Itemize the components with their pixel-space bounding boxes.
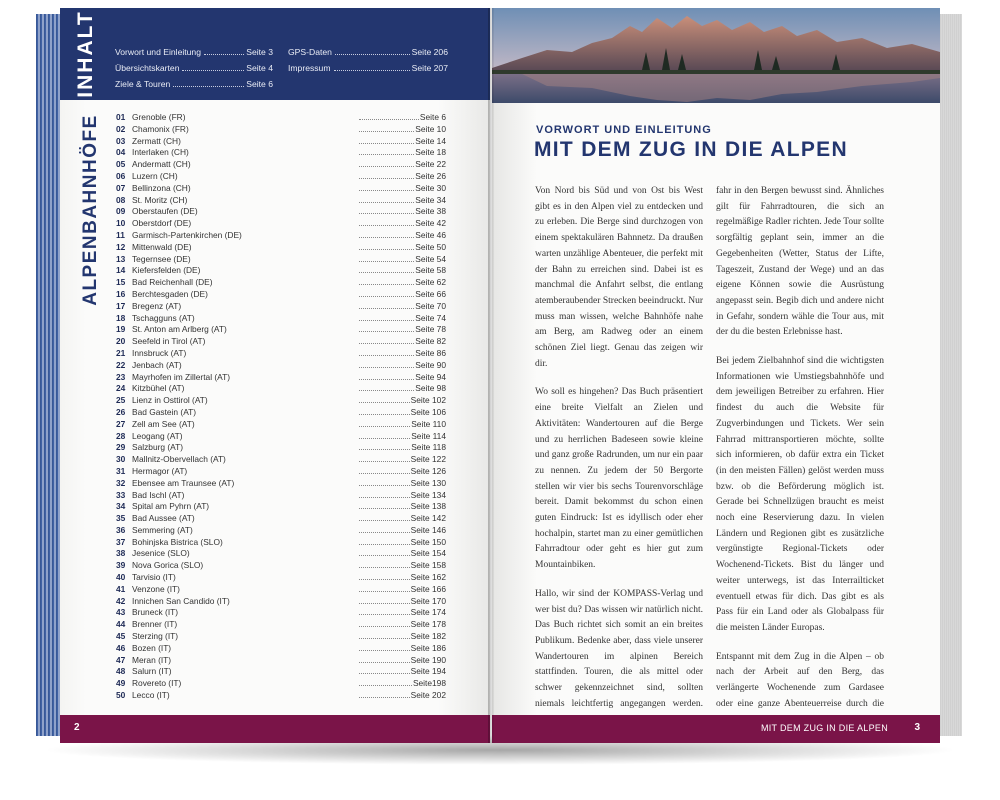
leader-dots: [359, 461, 410, 462]
leader-dots: [359, 579, 410, 580]
station-number: 45: [116, 631, 126, 642]
station-number: 13: [116, 253, 126, 264]
leader-dots: [359, 438, 410, 439]
station-page: Seite 30: [415, 182, 446, 193]
station-page: Seite 90: [415, 359, 446, 370]
station-number: 21: [116, 347, 126, 358]
station-row: [116, 525, 446, 537]
station-row: [116, 419, 446, 431]
station-row: [116, 584, 446, 596]
station-number: 20: [116, 336, 126, 347]
station-name: Mayrhofen im Zillertal (AT): [132, 371, 231, 382]
station-number: 50: [116, 690, 126, 701]
station-name: Mallnitz-Obervellach (AT): [132, 454, 226, 465]
station-row: [116, 372, 446, 384]
station-row: [116, 336, 446, 348]
leader-dots: [359, 520, 410, 521]
text-column-left: [535, 184, 703, 743]
text-column-right: [716, 184, 884, 743]
station-number: 02: [116, 123, 126, 134]
station-name: Semmering (AT): [132, 524, 193, 535]
toc-entry: [115, 60, 273, 76]
station-name: Kitzbühel (AT): [132, 383, 185, 394]
right-page-edges: [940, 14, 962, 736]
station-number: 18: [116, 312, 126, 323]
station-name: Salzburg (AT): [132, 442, 184, 453]
station-name: Kiefersfelden (DE): [132, 265, 201, 276]
station-page: Seite 150: [410, 536, 446, 547]
station-number: 26: [116, 406, 126, 417]
station-page: Seite 202: [410, 690, 446, 701]
station-number: 30: [116, 454, 126, 465]
station-name: Meran (IT): [132, 654, 172, 665]
station-number: 39: [116, 560, 126, 571]
toc-entry-label: Vorwort und Einleitung: [115, 47, 201, 57]
left-footer: [60, 715, 490, 743]
station-row: [116, 501, 446, 513]
station-number: 09: [116, 206, 126, 217]
station-page: Seite 66: [415, 288, 446, 299]
leader-dots: [359, 508, 410, 509]
leader-dots: [182, 70, 244, 71]
toc-entry-page: Seite 3: [246, 47, 273, 57]
station-page: Seite 110: [411, 418, 446, 429]
leader-dots: [359, 284, 414, 285]
station-number: 34: [116, 501, 126, 512]
station-name: Bad Ischl (AT): [132, 489, 185, 500]
leader-dots: [359, 485, 410, 486]
toc-entry-label: Impressum: [288, 63, 331, 73]
station-number: 01: [116, 112, 126, 122]
station-page: Seite 126: [410, 465, 446, 476]
station-page: Seite 14: [415, 135, 446, 146]
running-title: MIT DEM ZUG IN DIE ALPEN: [760, 723, 888, 733]
station-page: Seite198: [412, 678, 446, 689]
leader-dots: [359, 532, 410, 533]
station-row: [116, 195, 446, 207]
station-name: Sterzing (IT): [132, 631, 179, 642]
station-row: [116, 277, 446, 289]
station-row: [116, 596, 446, 608]
station-name: Innsbruck (AT): [132, 347, 187, 358]
leader-dots: [359, 638, 410, 639]
leader-dots: [359, 331, 414, 332]
leader-dots: [359, 119, 419, 120]
station-name: Andermatt (CH): [132, 159, 191, 170]
station-name: Bruneck (IT): [132, 607, 179, 618]
leader-dots: [359, 544, 410, 545]
station-name: Venzone (IT): [132, 583, 180, 594]
station-name: Garmisch-Partenkirchen (DE): [132, 229, 242, 240]
station-number: 24: [116, 383, 126, 394]
leader-dots: [359, 131, 414, 132]
station-row: [116, 348, 446, 360]
paragraph: Von Nord bis Süd und von Ost bis West gibt es in den Alpen viel zu entdecken und zu erleben. Die Berge sind durchzogen von einem spektakulären Bahnnetz. Da draußen warten unzählige Abenteuer, die perfekt mit der Bahn zu erreichen sind. Dabei ist es manchmal die Anfahrt selbst, die entlang atemberaubender Strecken beeindruckt. Nur muss man wissen, welche Bahnhöfe nahe am Berg, am Radweg oder an einem schönen Ziel liegt. Genau das zeigen wir dir.: [535, 186, 703, 369]
leader-dots: [359, 249, 414, 250]
station-row: [116, 537, 446, 549]
station-row: [116, 360, 446, 372]
station-number: 08: [116, 194, 126, 205]
station-row: [116, 265, 446, 277]
leader-dots: [359, 320, 414, 321]
station-name: Seefeld in Tirol (AT): [132, 336, 206, 347]
toc-entry: [115, 76, 273, 92]
station-row: [116, 206, 446, 218]
station-number: 17: [116, 300, 126, 311]
toc-entry: [115, 44, 273, 60]
station-row: [116, 313, 446, 325]
station-row: [116, 572, 446, 584]
section-heading: ALPENBAHNHÖFE: [80, 114, 101, 306]
station-name: Oberstdorf (DE): [132, 218, 192, 229]
leader-dots: [359, 414, 410, 415]
leader-dots: [359, 202, 414, 203]
station-number: 31: [116, 465, 126, 476]
station-page: Seite 138: [410, 501, 446, 512]
station-number: 06: [116, 170, 126, 181]
station-page: Seite 122: [410, 454, 446, 465]
station-number: 42: [116, 595, 126, 606]
station-row: [116, 607, 446, 619]
station-number: 07: [116, 182, 126, 193]
station-name: Zell am See (AT): [132, 418, 195, 429]
station-row: [116, 183, 446, 195]
station-page: Seite 54: [415, 253, 446, 264]
station-number: 33: [116, 489, 126, 500]
station-number: 25: [116, 395, 126, 406]
station-page: Seite 170: [410, 595, 446, 606]
leader-dots: [359, 567, 410, 568]
station-name: Tegernsee (DE): [132, 253, 191, 264]
station-page: Seite 166: [410, 583, 446, 594]
station-page: Seite 134: [410, 489, 446, 500]
station-number: 49: [116, 678, 126, 689]
station-page: Seite 62: [415, 277, 446, 288]
station-number: 35: [116, 513, 126, 524]
station-page: Seite 142: [410, 513, 446, 524]
station-number: 46: [116, 642, 126, 653]
station-row: [116, 407, 446, 419]
station-name: Leogang (AT): [132, 430, 183, 441]
page-number: 3: [914, 722, 920, 733]
leader-dots: [359, 662, 410, 663]
station-name: Jesenice (SLO): [132, 548, 190, 559]
book-spine: [488, 8, 494, 743]
station-row: [116, 301, 446, 313]
station-number: 23: [116, 371, 126, 382]
toc-entry-page: Seite 4: [246, 63, 273, 73]
station-number: 27: [116, 418, 126, 429]
station-number: 19: [116, 324, 126, 335]
station-row: [116, 383, 446, 395]
leader-dots: [359, 402, 410, 403]
leader-dots: [359, 343, 414, 344]
page-headline: MIT DEM ZUG IN DIE ALPEN: [534, 138, 848, 161]
station-page: Seite 190: [410, 654, 446, 665]
station-number: 14: [116, 265, 126, 276]
station-name: Bregenz (AT): [132, 300, 182, 311]
leader-dots: [359, 308, 414, 309]
station-name: Rovereto (IT): [132, 678, 182, 689]
station-number: 38: [116, 548, 126, 559]
station-page: Seite 18: [415, 147, 446, 158]
leader-dots: [359, 473, 410, 474]
toc-entry-label: Ziele & Touren: [115, 79, 171, 89]
station-number: 16: [116, 288, 126, 299]
station-page: Seite 182: [410, 631, 446, 642]
leader-dots: [359, 213, 414, 214]
mountain-lake-photo: [492, 8, 940, 103]
station-number: 40: [116, 572, 126, 583]
station-number: 03: [116, 135, 126, 146]
station-number: 10: [116, 218, 126, 229]
station-row: [116, 454, 446, 466]
station-page: Seite 42: [415, 218, 446, 229]
leader-dots: [204, 54, 244, 55]
station-row: [116, 230, 446, 242]
station-page: Seite 114: [411, 430, 446, 441]
station-list: [116, 112, 446, 702]
station-row: [116, 666, 446, 678]
station-page: Seite 162: [410, 572, 446, 583]
station-number: 48: [116, 666, 126, 677]
station-row: [116, 112, 446, 124]
leader-dots: [334, 70, 410, 71]
station-row: [116, 218, 446, 230]
leader-dots: [359, 426, 410, 427]
station-page: Seite 70: [415, 300, 446, 311]
station-name: Bad Reichenhall (DE): [132, 277, 213, 288]
leader-dots: [359, 685, 412, 686]
leader-dots: [359, 626, 410, 627]
station-name: Bozen (IT): [132, 642, 172, 653]
station-page: Seite 106: [410, 406, 446, 417]
station-number: 44: [116, 619, 126, 630]
station-page: Seite 98: [415, 383, 446, 394]
station-name: Innichen San Candido (IT): [132, 595, 230, 606]
station-name: St. Anton am Arlberg (AT): [132, 324, 227, 335]
station-name: Bad Gastein (AT): [132, 406, 197, 417]
leader-dots: [359, 555, 410, 556]
station-name: Zermatt (CH): [132, 135, 181, 146]
leader-dots: [359, 603, 410, 604]
leader-dots: [335, 54, 410, 55]
station-number: 36: [116, 524, 126, 535]
station-number: 15: [116, 277, 126, 288]
station-name: Ebensee am Traunsee (AT): [132, 477, 235, 488]
right-page: [492, 8, 940, 743]
station-name: Jenbach (AT): [132, 359, 182, 370]
station-page: Seite 78: [415, 324, 446, 335]
toc-entry-label: Übersichtskarten: [115, 63, 180, 73]
leader-dots: [173, 86, 244, 87]
station-name: Interlaken (CH): [132, 147, 189, 158]
right-footer: [492, 715, 940, 743]
station-page: Seite 186: [410, 642, 446, 653]
leader-dots: [359, 355, 414, 356]
station-row: [116, 431, 446, 443]
station-name: Mittenwald (DE): [132, 241, 192, 252]
station-page: Seite 130: [410, 477, 446, 488]
open-book: [60, 8, 940, 743]
station-page: Seite 146: [410, 524, 446, 535]
leader-dots: [359, 367, 414, 368]
station-row: [116, 513, 446, 525]
leader-dots: [359, 650, 410, 651]
station-number: 29: [116, 442, 126, 453]
station-row: [116, 324, 446, 336]
leader-dots: [359, 272, 414, 273]
station-name: Lecco (IT): [132, 690, 170, 701]
paragraph: Wo soll es hingehen? Das Buch präsentiert eine breite Vielfalt an Zielen und Aktivitäten: Wandertouren auf die Berge und zu herrlichen Badeseen sowie kleine und ganz große Radrunden, um nur ein paar zu nennen. Zu jedem der 50 Bergorte stellen wir vier bis sechs Tourenvorschläge bereit. Damit bekommst du schon einen guten Eindruck: Ist es idyllisch oder eher hochalpin, startet man zu einer gemütlichen Fahrradtour oder geht es hier gut zum Mountainbiken.: [535, 387, 703, 571]
station-row: [116, 655, 446, 667]
station-number: 04: [116, 147, 126, 158]
station-row: [116, 690, 446, 702]
station-row: [116, 159, 446, 171]
toc-entry-page: Seite 206: [411, 47, 448, 57]
station-number: 32: [116, 477, 126, 488]
station-page: Seite 10: [415, 123, 446, 134]
station-page: Seite 178: [410, 619, 446, 630]
station-number: 28: [116, 430, 126, 441]
station-name: Tarvisio (IT): [132, 572, 176, 583]
paragraph: Entspannt mit dem Zug in die Alpen – ob nach der Arbeit auf den Berg, das verlängerte Wochenende zum Gardasee oder eine ganze Abenteuerreise durch die: [716, 651, 884, 709]
station-page: Seite 102: [410, 395, 446, 406]
section-kicker: VORWORT UND EINLEITUNG: [536, 124, 712, 136]
station-row: [116, 678, 446, 690]
station-row: [116, 490, 446, 502]
leader-dots: [359, 178, 414, 179]
station-name: Luzern (CH): [132, 170, 178, 181]
station-page: Seite 34: [415, 194, 446, 205]
station-row: [116, 442, 446, 454]
leader-dots: [359, 390, 414, 391]
toc-entry-page: Seite 6: [246, 79, 273, 89]
station-name: Bad Aussee (AT): [132, 513, 195, 524]
station-page: Seite 94: [415, 371, 446, 382]
leader-dots: [359, 591, 410, 592]
station-row: [116, 619, 446, 631]
leader-dots: [359, 190, 414, 191]
paragraph: Bei jedem Zielbahnhof sind die wichtigsten Informationen wie Umstiegsbahnhöfe und dem jeweiligen Betreiber zu erfahren. Hier findest du auch die Website für Zugverbindungen und Tickets. Wer sein Fahrrad mittransportieren möchte, sollte sich informieren, ob dafür extra ein Ticket (in den meisten Fällen) gelöst werden muss bzw. ob die Beförderung möglich ist. Gerade bei Schnellzügen braucht es meist noch eine Reservierung dazu. In vielen Ländern und Regionen gibt es zusätzliche vergünstigte Regional-Tickets oder Wochenend-Tickets. Bist du länger und weiter unterwegs, ist das Interrailticket eventuell etwas für dich. Das gibt es als Pass für ein Land oder als Globalpass für die meisten Länder Europas.: [716, 356, 884, 633]
station-page: Seite 6: [419, 112, 446, 122]
station-row: [116, 136, 446, 148]
station-row: [116, 548, 446, 560]
station-page: Seite 22: [415, 159, 446, 170]
toc-entry: [288, 44, 448, 60]
station-name: Nova Gorica (SLO): [132, 560, 204, 571]
leader-dots: [359, 166, 414, 167]
station-page: Seite 46: [415, 229, 446, 240]
station-number: 43: [116, 607, 126, 618]
toc-entry: [288, 60, 448, 76]
toc-header: [60, 8, 490, 100]
station-name: Grenoble (FR): [132, 112, 186, 122]
station-page: Seite 58: [415, 265, 446, 276]
station-number: 37: [116, 536, 126, 547]
station-page: Seite 86: [415, 347, 446, 358]
station-page: Seite 174: [410, 607, 446, 618]
leader-dots: [359, 379, 414, 380]
station-page: Seite 38: [415, 206, 446, 217]
toc-entry-page: Seite 207: [411, 63, 448, 73]
leader-dots: [359, 154, 414, 155]
leader-dots: [359, 449, 410, 450]
toc-entry-label: GPS-Daten: [288, 47, 332, 57]
station-page: Seite 158: [410, 560, 446, 571]
station-number: 41: [116, 583, 126, 594]
station-row: [116, 643, 446, 655]
station-number: 22: [116, 359, 126, 370]
toc-column-2: [288, 44, 448, 76]
station-number: 05: [116, 159, 126, 170]
left-page: [60, 8, 490, 743]
page-number: 2: [74, 722, 80, 733]
station-page: Seite 26: [415, 170, 446, 181]
station-row: [116, 254, 446, 266]
station-name: Hermagor (AT): [132, 465, 188, 476]
leader-dots: [359, 237, 414, 238]
station-name: Oberstaufen (DE): [132, 206, 198, 217]
station-row: [116, 147, 446, 159]
station-number: 47: [116, 654, 126, 665]
station-row: [116, 478, 446, 490]
station-row: [116, 631, 446, 643]
station-row: [116, 171, 446, 183]
toc-column-1: [115, 44, 273, 92]
station-row: [116, 395, 446, 407]
leader-dots: [359, 296, 414, 297]
station-name: Lienz in Osttirol (AT): [132, 395, 208, 406]
paragraph: fahr in den Bergen bewusst sind. Ähnliches gilt für Fahrradtouren, die sich an regelmäßige Radler richten. Jede Tour sollte sorgfältig geplant sein, immer an die Gegebenheiten (Wetter, Status der Lifte, Tageszeit, Zustand der Wege) und an das eigene Können sowie die Ausrüstung angepasst sein. Begib dich und andere nicht in Gefahr, sondern wähle die Tour aus, mit der du die besten Erlebnisse hast.: [716, 186, 884, 338]
station-name: Bohinjska Bistrica (SLO): [132, 536, 223, 547]
station-page: Seite 74: [415, 312, 446, 323]
leader-dots: [359, 614, 410, 615]
station-number: 11: [116, 229, 125, 240]
paragraph: Hallo, wir sind der KOMPASS-Verlag und wer bist du? Das wissen wir natürlich nicht. Das Buch richtet sich somit an ein breites Publikum. Bedenke aber, dass viele unserer Wandertouren im alpinen Bereich stattfinden. Touren, die als mittel oder schwer gekennzeichnet sind, sollten niemals leichtfertig angegangen werden.: [535, 588, 703, 709]
station-page: Seite 154: [410, 548, 446, 559]
station-page: Seite 194: [410, 666, 446, 677]
station-name: St. Moritz (CH): [132, 194, 188, 205]
leader-dots: [359, 225, 414, 226]
station-page: Seite 118: [411, 442, 446, 453]
leader-dots: [359, 497, 410, 498]
station-name: Chamonix (FR): [132, 123, 189, 134]
station-name: Salurn (IT): [132, 666, 172, 677]
station-number: 12: [116, 241, 126, 252]
leader-dots: [359, 261, 414, 262]
station-page: Seite 82: [415, 336, 446, 347]
station-row: [116, 124, 446, 136]
leader-dots: [359, 697, 410, 698]
leader-dots: [359, 143, 414, 144]
station-name: Tschagguns (AT): [132, 312, 195, 323]
station-name: Berchtesgaden (DE): [132, 288, 208, 299]
station-name: Bellinzona (CH): [132, 182, 191, 193]
station-name: Brenner (IT): [132, 619, 178, 630]
leader-dots: [359, 673, 410, 674]
station-row: [116, 242, 446, 254]
toc-heading: INHALT: [74, 10, 97, 98]
station-row: [116, 289, 446, 301]
station-page: Seite 50: [415, 241, 446, 252]
station-row: [116, 560, 446, 572]
station-name: Spital am Pyhrn (AT): [132, 501, 210, 512]
left-page-edges: [36, 14, 60, 736]
station-row: [116, 466, 446, 478]
